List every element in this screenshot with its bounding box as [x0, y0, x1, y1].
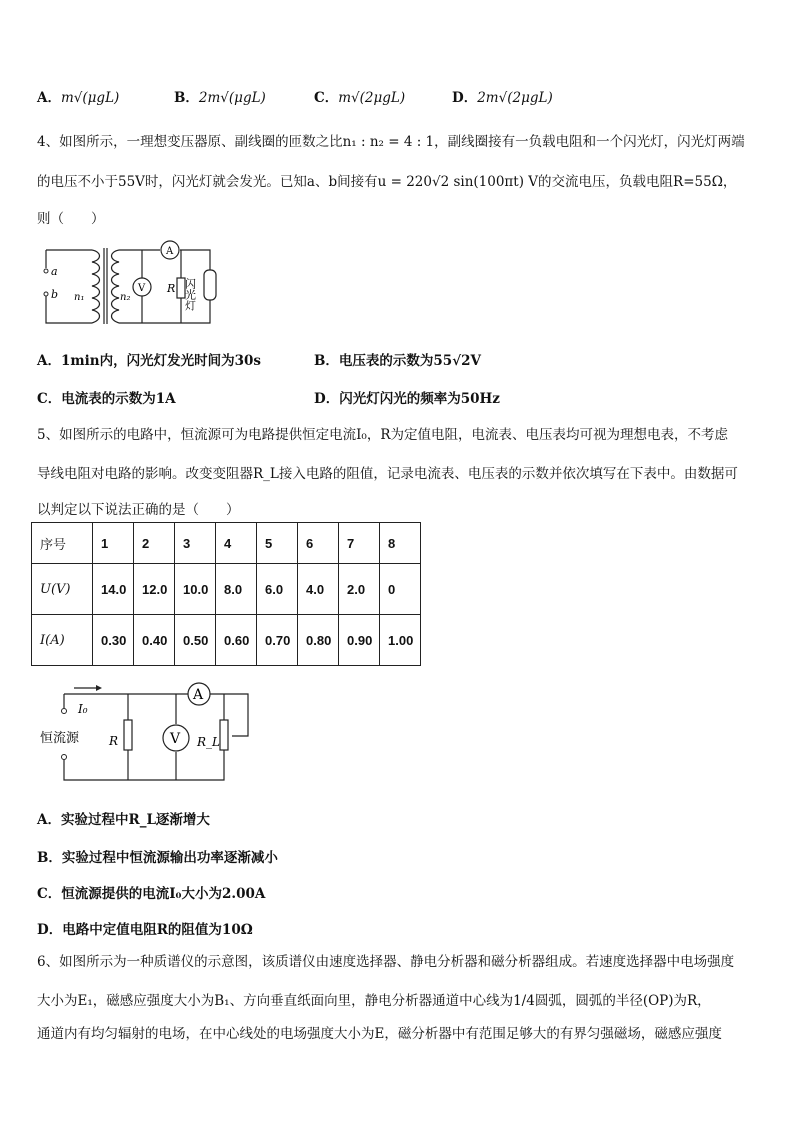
q3-option-a[interactable]: A．m√(μgL): [37, 90, 120, 106]
table-cell: 2: [134, 523, 175, 564]
terminal-b-label: b: [51, 288, 59, 301]
n2-label: n₂: [120, 292, 131, 303]
table-cell: 0.40: [134, 615, 175, 666]
voltmeter-label: V: [138, 283, 146, 294]
table-row-header: [32, 523, 421, 564]
q3-option-b[interactable]: B．2m√(μgL): [174, 90, 266, 106]
table-cell: 1.00: [380, 615, 421, 666]
table-cell: 0.90: [339, 615, 380, 666]
voltmeter-label: V: [170, 731, 181, 747]
table-cell: 3: [175, 523, 216, 564]
q5-option-d[interactable]: D．电路中定值电阻R的阻值为10Ω: [37, 922, 253, 938]
table-cell: 0.50: [175, 615, 216, 666]
table-cell: 8: [380, 523, 421, 564]
q4-option-d[interactable]: D．闪光灯闪光的频率为50Hz: [314, 391, 500, 407]
q5-option-a[interactable]: A．实验过程中R_L逐渐增大: [37, 812, 210, 828]
table-row-voltage: [32, 564, 421, 615]
q4-option-c[interactable]: C．电流表的示数为1A: [37, 391, 176, 407]
table-cell: 10.0: [175, 564, 216, 615]
r-label: R: [109, 734, 119, 748]
table-cell: 4: [216, 523, 257, 564]
q4-option-b[interactable]: B．电压表的示数为55√2V: [314, 353, 481, 369]
q5-option-c[interactable]: C．恒流源提供的电流I₀大小为2.00A: [37, 886, 266, 902]
terminal-a-label: a: [51, 265, 58, 278]
q3-option-c[interactable]: C．m√(2μgL): [314, 90, 406, 106]
table-cell: 7: [339, 523, 380, 564]
table-cell: 5: [257, 523, 298, 564]
rl-label: R_L: [197, 735, 221, 749]
q4-stem-line3: 则（ ）: [37, 211, 105, 227]
table-cell: 0.80: [298, 615, 339, 666]
table-cell: 0.30: [93, 615, 134, 666]
q5-stem-line3: 以判定以下说法正确的是（ ）: [37, 502, 240, 518]
resistor-label: R: [167, 282, 176, 295]
table-cell: 12.0: [134, 564, 175, 615]
q5-stem-line1: 5、如图所示的电路中，恒流源可为电路提供恒定电流I₀，R为定值电阻，电流表、电压表均可视为理想电表，不考虑: [37, 427, 728, 443]
i0-label: I₀: [78, 702, 88, 716]
table-cell: 4.0: [298, 564, 339, 615]
q6-stem-line2: 大小为E₁，磁感应强度大小为B₁、方向垂直纸面向里，静电分析器通道中心线为1/4圆弧，圆弧的半径(OP)为R，: [37, 993, 711, 1009]
q4-transformer-figure: [40, 240, 225, 328]
table-cell: 6: [298, 523, 339, 564]
table-cell: 6.0: [257, 564, 298, 615]
ammeter-label: A: [193, 687, 204, 703]
q4-stem-line1: 4、如图所示，一理想变压器原、副线圈的匝数之比n₁ : n₂ = 4 : 1，副线圈接有一负载电阻和一个闪光灯，闪光灯两端: [37, 134, 745, 150]
source-label: 恒流源: [40, 731, 80, 746]
n1-label: n₁: [74, 292, 85, 303]
q6-stem-line1: 6、如图所示为一种质谱仪的示意图，该质谱仪由速度选择器、静电分析器和磁分析器组成。若速度选择器中电场强度: [37, 954, 735, 970]
table-cell: 2.0: [339, 564, 380, 615]
q3-option-d[interactable]: D．2m√(2μgL): [452, 90, 553, 106]
table-row-current: [32, 615, 421, 666]
ammeter-label: A: [166, 246, 174, 257]
table-cell: 0.60: [216, 615, 257, 666]
table-cell: 14.0: [93, 564, 134, 615]
q5-circuit-figure: [38, 680, 268, 790]
q6-stem-line3: 通道内有均匀辐射的电场，在中心线处的电场强度大小为E，磁分析器中有范围足够大的有界匀强磁场，磁感应强度: [37, 1026, 722, 1042]
q5-data-table: [31, 522, 421, 666]
table-cell: 0: [380, 564, 421, 615]
table-cell: I(A): [32, 615, 93, 666]
table-cell: U(V): [32, 564, 93, 615]
q4-stem-line2: 的电压不小于55V时，闪光灯就会发光。已知a、b间接有u = 220√2 sin(100πt) V的交流电压，负载电阻R=55Ω，: [37, 174, 737, 190]
q4-option-a[interactable]: A．1min内，闪光灯发光时间为30s: [37, 353, 261, 369]
table-cell: 0.70: [257, 615, 298, 666]
q5-option-b[interactable]: B．实验过程中恒流源输出功率逐渐减小: [37, 850, 278, 866]
table-cell: 8.0: [216, 564, 257, 615]
lamp-label: 闪光灯: [183, 278, 197, 311]
table-cell: 1: [93, 523, 134, 564]
q5-stem-line2: 导线电阻对电路的影响。改变变阻器R_L接入电路的阻值，记录电流表、电压表的示数并依次填写在下表中。由数据可: [37, 466, 738, 482]
table-cell: 序号: [32, 523, 93, 564]
